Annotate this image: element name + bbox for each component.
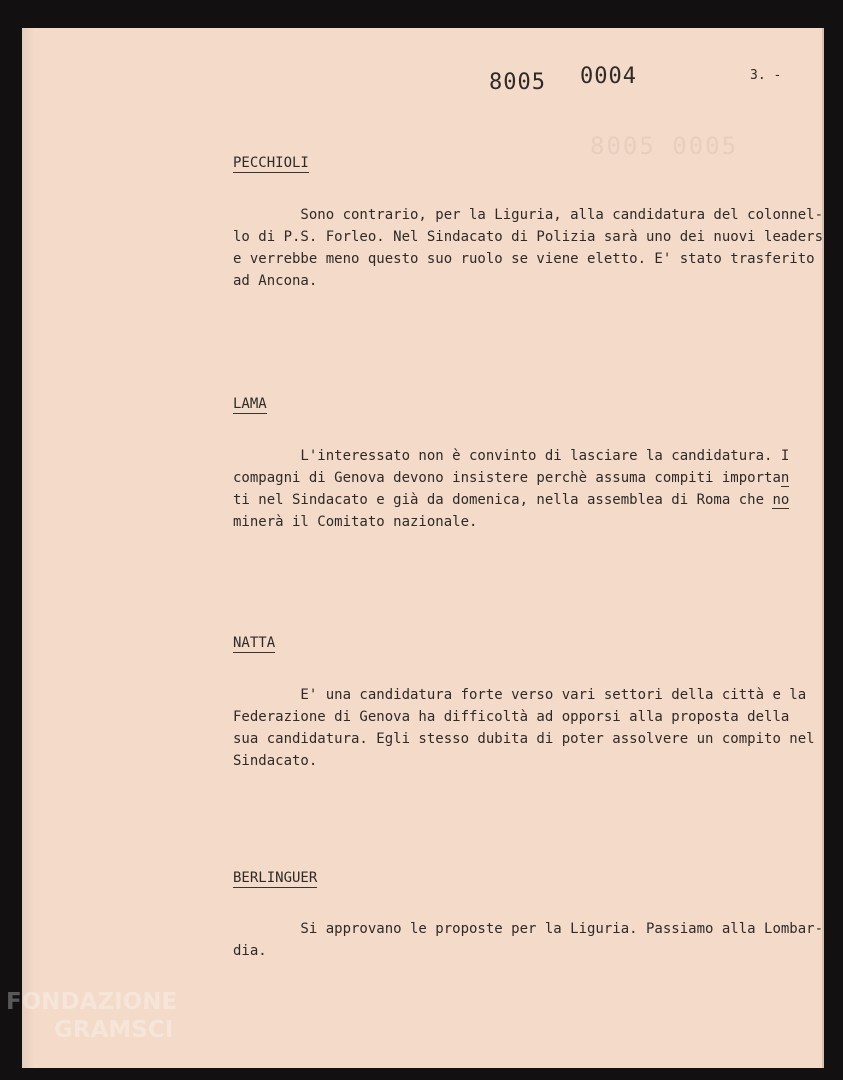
fondazione-gramsci-watermark [6,988,177,1044]
paragraph-berlinguer [233,918,824,962]
text-line: sua candidatura. Egli stesso dubita di poter assolvere un compito nel [233,731,815,747]
text-line: L'interessato non è convinto di lasciare la candidatura. I [233,448,790,464]
text-line: ad Ancona. [233,273,318,289]
speaker-pecchioli: PECCHIOLI [233,155,309,171]
text-line: Si approvano le proposte per la Liguria. Passiamo alla Lombar- [233,921,824,937]
watermark-line-1: FONDAZIONE [6,989,178,1015]
document-number-1: 8005 [489,70,546,95]
text-line: dia. [233,943,267,959]
paragraph-pecchioli [233,204,824,292]
text-line: minerà il Comitato nazionale. [233,514,478,530]
watermark-line-2: GRAMSCI [54,1017,174,1043]
underlined-hyphen-fragment: no [772,492,790,508]
text-line: E' una candidatura forte verso vari settori della città e la [233,687,807,703]
text-line [233,489,793,511]
underlined-hyphen-fragment: n [780,470,790,486]
text-line: Sono contrario, per la Liguria, alla candidatura del colonnel- [233,207,824,223]
text-line [233,467,793,489]
text-line: Sindacato. [233,753,318,769]
speaker-natta: NATTA [233,635,276,651]
text-line: Federazione di Genova ha difficoltà ad opporsi alla proposta della [233,709,790,725]
text-line: e verrebbe meno questo suo ruolo se viene eletto. E' stato trasferito [233,251,815,267]
show-through-number: 8005 0005 [590,132,739,160]
speaker-berlinguer: BERLINGUER [233,870,318,886]
text-line: lo di P.S. Forleo. Nel Sindacato di Polizia sarà uno dei nuovi leaders [233,229,824,245]
paragraph-natta [233,684,815,772]
text-segment: compagni di Genova devono insistere perchè assuma compiti importa [233,470,781,486]
paragraph-lama [233,445,793,533]
speaker-lama: LAMA [233,396,267,412]
page-number: 3. - [750,68,782,83]
page-edge [22,28,34,1068]
document-page [22,28,822,1068]
text-segment: ti nel Sindacato e già da domenica, nella assemblea di Roma che [233,492,773,508]
document-number-2: 0004 [580,64,637,89]
